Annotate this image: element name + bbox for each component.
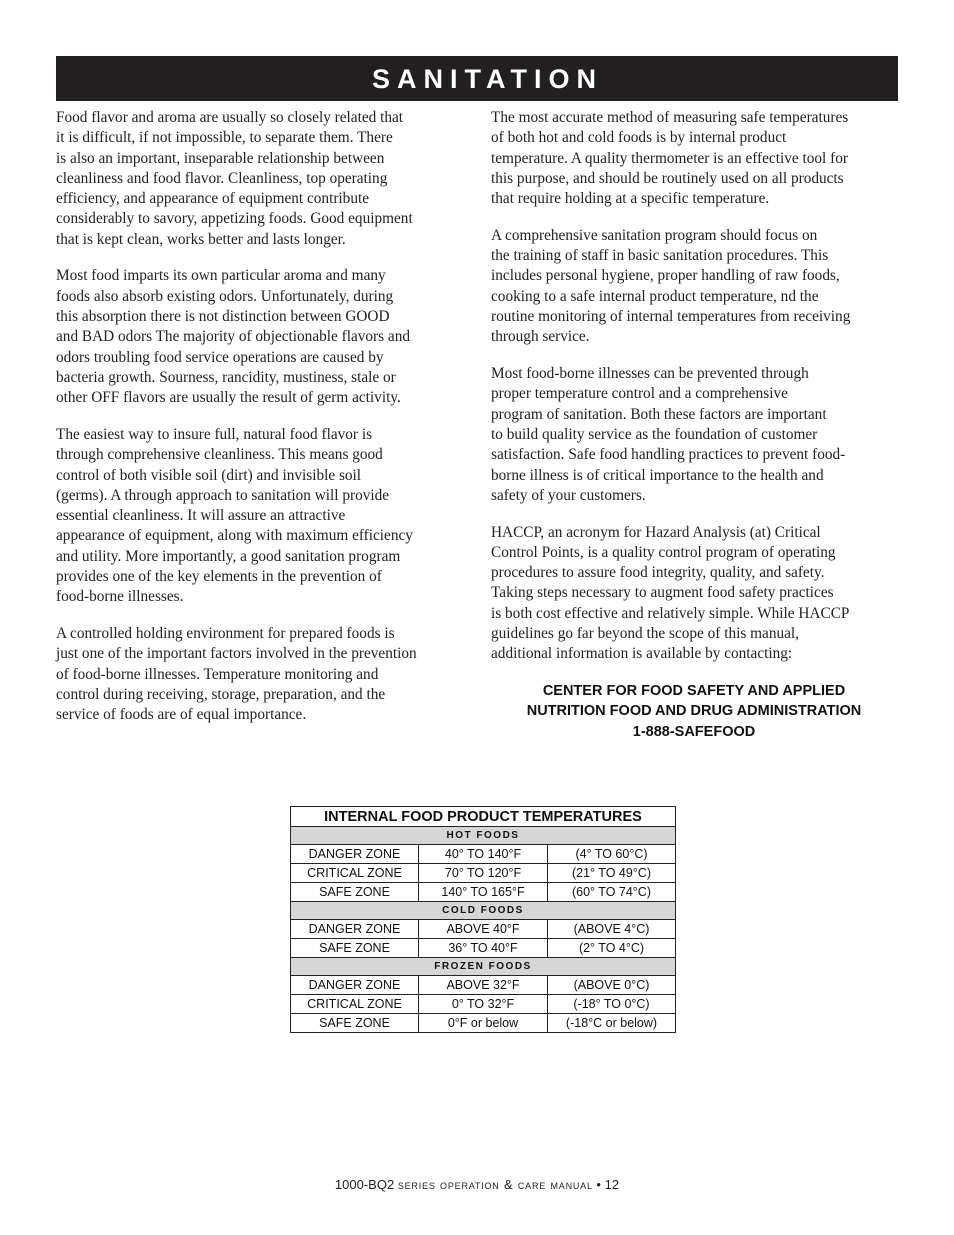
paragraph-line: and BAD odors The majority of objectionable flavors and xyxy=(56,328,411,346)
fahrenheit-cell: ABOVE 40°F xyxy=(419,920,548,939)
contact-phone: 1-888-SAFEFOOD xyxy=(632,723,756,740)
paragraph-line: Taking steps necessary to augment food safety practices xyxy=(491,584,834,602)
body-paragraph xyxy=(491,108,903,209)
body-paragraph xyxy=(56,624,468,725)
paragraph-line: to build quality service as the foundation of customer xyxy=(491,425,818,443)
paragraph-line: Control Points, is a quality control program of operating xyxy=(491,543,836,561)
body-paragraph xyxy=(56,108,468,250)
paragraph-line: just one of the important factors involved in the prevention xyxy=(56,645,417,663)
paragraph-line: and utility. More importantly, a good sanitation program xyxy=(56,547,401,565)
table-row xyxy=(291,845,676,864)
paragraph-line: additional information is available by contacting: xyxy=(491,645,793,663)
page-footer xyxy=(0,1177,954,1192)
paragraph-line: through service. xyxy=(491,328,590,346)
paragraph-line: guidelines go far beyond the scope of this manual, xyxy=(491,625,799,642)
paragraph-line: food-borne illnesses. xyxy=(56,588,184,606)
paragraph-line: efficiency, and appearance of equipment contribute xyxy=(56,190,370,208)
celsius-cell: (2° TO 4°C) xyxy=(548,939,676,958)
body-paragraph xyxy=(491,226,903,348)
table-row xyxy=(291,939,676,958)
section-header: HOT FOODS xyxy=(291,827,676,845)
paragraph-line: that is kept clean, works better and lasts longer. xyxy=(56,230,346,248)
contact-block xyxy=(491,681,897,742)
section-header: FROZEN FOODS xyxy=(291,958,676,976)
fahrenheit-cell: 36° TO 40°F xyxy=(419,939,548,958)
paragraph-line: cooking to a safe internal product temperature, nd the xyxy=(491,287,819,305)
zone-cell: DANGER ZONE xyxy=(291,920,419,939)
paragraph-line: routine monitoring of internal temperatures from receiving xyxy=(491,308,851,326)
paragraph-line: is both cost effective and relatively simple. While HACCP xyxy=(491,604,850,622)
zone-cell: DANGER ZONE xyxy=(291,976,419,995)
paragraph-line: of food-borne illnesses. Temperature monitoring and xyxy=(56,665,379,683)
table-title: INTERNAL FOOD PRODUCT TEMPERATURES xyxy=(291,807,676,827)
table-row xyxy=(291,883,676,902)
paragraph-line: through comprehensive cleanliness. This means good xyxy=(56,446,383,464)
fahrenheit-cell: ABOVE 32°F xyxy=(419,976,548,995)
section-header-row xyxy=(291,958,676,976)
paragraph-line: other OFF flavors are usually the result of germ activity. xyxy=(56,389,401,407)
paragraph-line: that require holding at a specific temperature. xyxy=(491,190,770,208)
section-banner xyxy=(56,56,898,101)
paragraph-line: appearance of equipment, along with maximum efficiency xyxy=(56,527,413,545)
section-header: COLD FOODS xyxy=(291,902,676,920)
fahrenheit-cell: 70° TO 120°F xyxy=(419,864,548,883)
right-column xyxy=(491,108,903,742)
celsius-cell: (-18° TO 0°C) xyxy=(548,995,676,1014)
paragraph-line: control of both visible soil (dirt) and invisible soil xyxy=(56,466,362,484)
zone-cell: SAFE ZONE xyxy=(291,883,419,902)
footer-label: series operation & care manual xyxy=(397,1177,593,1192)
paragraph-line: program of sanitation. Both these factors are important xyxy=(491,405,827,423)
paragraph-line: bacteria growth. Sourness, rancidity, mustiness, stale or xyxy=(56,368,396,386)
fahrenheit-cell: 0° TO 32°F xyxy=(419,995,548,1014)
table-row xyxy=(291,864,676,883)
paragraph-line: proper temperature control and a comprehensive xyxy=(491,385,788,403)
table-title-row xyxy=(291,807,676,827)
paragraph-line: The most accurate method of measuring safe temperatures xyxy=(491,109,849,126)
footer-page-number: 12 xyxy=(604,1177,620,1192)
fahrenheit-cell: 0°F or below xyxy=(419,1014,548,1033)
table-row xyxy=(291,976,676,995)
celsius-cell: (4° TO 60°C) xyxy=(548,845,676,864)
paragraph-line: provides one of the key elements in the prevention of xyxy=(56,568,382,586)
section-header-row xyxy=(291,902,676,920)
paragraph-line: Most food imparts its own particular aroma and many xyxy=(56,267,386,285)
celsius-cell: (-18°C or below) xyxy=(548,1014,676,1033)
paragraph-line: considerably to savory, appetizing foods. Good equipment xyxy=(56,210,413,228)
temperature-table xyxy=(290,806,676,1033)
paragraph-line: Food flavor and aroma are usually so closely related that xyxy=(56,109,404,126)
paragraph-line: this purpose, and should be routinely used on all products xyxy=(491,169,844,187)
contact-line: CENTER FOR FOOD SAFETY AND APPLIED xyxy=(542,682,846,699)
paragraph-line: A controlled holding environment for prepared foods is xyxy=(56,625,395,642)
paragraph-line: odors troubling food service operations are caused by xyxy=(56,348,384,366)
paragraph-line: the training of staff in basic sanitation procedures. This xyxy=(491,247,829,265)
left-column xyxy=(56,108,468,742)
table-row xyxy=(291,995,676,1014)
paragraph-line: Most food-borne illnesses can be prevented through xyxy=(491,365,809,383)
paragraph-line: satisfaction. Safe food handling practices to prevent food- xyxy=(491,446,846,464)
paragraph-line: safety of your customers. xyxy=(491,486,646,504)
paragraph-line: HACCP, an acronym for Hazard Analysis (at) Critical xyxy=(491,523,821,541)
zone-cell: DANGER ZONE xyxy=(291,845,419,864)
paragraph-line: this absorption there is not distinction between GOOD xyxy=(56,308,390,326)
body-paragraph xyxy=(56,425,468,608)
paragraph-line: borne illness is of critical importance to the health and xyxy=(491,466,824,484)
celsius-cell: (ABOVE 4°C) xyxy=(548,920,676,939)
paragraph-line: (germs). A through approach to sanitation will provide xyxy=(56,486,390,504)
table-row xyxy=(291,920,676,939)
contact-line: NUTRITION FOOD AND DRUG ADMINISTRATION xyxy=(526,703,862,720)
page-title: SANITATION xyxy=(372,64,603,94)
fahrenheit-cell: 40° TO 140°F xyxy=(419,845,548,864)
zone-cell: CRITICAL ZONE xyxy=(291,995,419,1014)
paragraph-line: is also an important, inseparable relationship between xyxy=(56,149,385,167)
paragraph-line: essential cleanliness. It will assure an attractive xyxy=(56,507,346,525)
zone-cell: SAFE ZONE xyxy=(291,939,419,958)
zone-cell: CRITICAL ZONE xyxy=(291,864,419,883)
body-paragraph xyxy=(491,364,903,506)
zone-cell: SAFE ZONE xyxy=(291,1014,419,1033)
celsius-cell: (21° TO 49°C) xyxy=(548,864,676,883)
paragraph-line: service of foods are of equal importance. xyxy=(56,706,307,724)
body-paragraph xyxy=(56,266,468,408)
paragraph-line: procedures to assure food integrity, quality, and safety. xyxy=(491,564,825,582)
table-row xyxy=(291,1014,676,1033)
paragraph-line: includes personal hygiene, proper handling of raw foods, xyxy=(491,267,840,285)
paragraph-line: foods also absorb existing odors. Unfortunately, during xyxy=(56,287,394,305)
paragraph-line: cleanliness and food flavor. Cleanliness, top operating xyxy=(56,169,388,187)
paragraph-line: A comprehensive sanitation program should focus on xyxy=(491,226,818,244)
body-paragraph xyxy=(491,523,903,665)
fahrenheit-cell: 140° TO 165°F xyxy=(419,883,548,902)
paragraph-line: temperature. A quality thermometer is an effective tool for xyxy=(491,149,848,167)
celsius-cell: (60° TO 74°C) xyxy=(548,883,676,902)
celsius-cell: (ABOVE 0°C) xyxy=(548,976,676,995)
footer-model: 1000-BQ2 xyxy=(334,1177,395,1192)
paragraph-line: control during receiving, storage, preparation, and the xyxy=(56,685,386,703)
footer-separator: • xyxy=(596,1177,601,1192)
paragraph-line: The easiest way to insure full, natural food flavor is xyxy=(56,425,373,443)
section-header-row xyxy=(291,827,676,845)
paragraph-line: it is difficult, if not impossible, to separate them. There xyxy=(56,129,393,147)
paragraph-line: of both hot and cold foods is by internal product xyxy=(491,129,787,147)
